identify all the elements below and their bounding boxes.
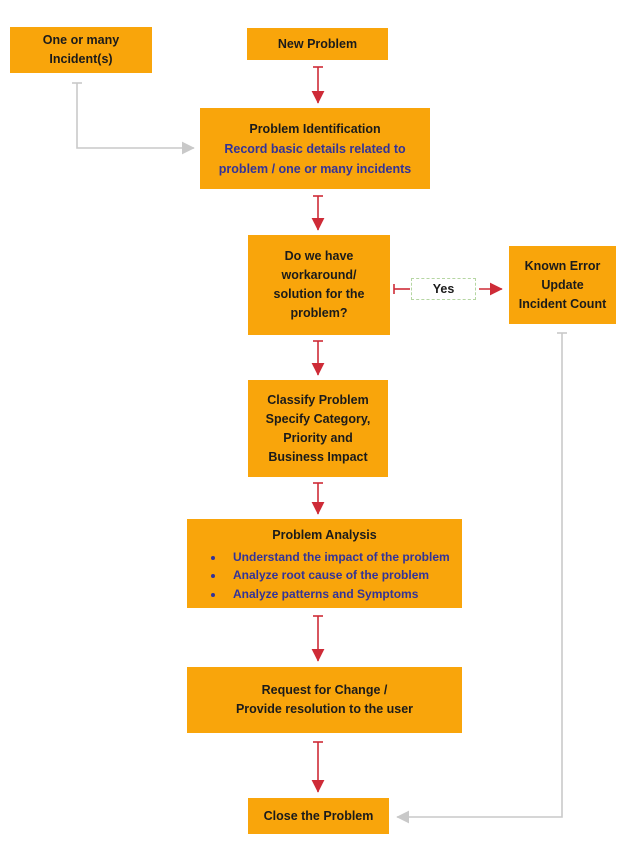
node-problem-analysis bbox=[187, 519, 462, 608]
analysis-bullet: • Analyze patterns and Symptoms bbox=[225, 585, 462, 604]
node-text-line: Business Impact bbox=[268, 449, 368, 464]
node-text-line: Incident Count bbox=[518, 296, 607, 311]
node-new-problem bbox=[247, 28, 388, 60]
yes-text: Yes bbox=[432, 282, 455, 296]
node-text-line: solution for the bbox=[273, 287, 365, 301]
node-workaround-decision bbox=[248, 235, 390, 335]
node-text-line: problem? bbox=[290, 306, 348, 320]
node-text-line: One or many bbox=[42, 33, 120, 47]
node-text-line: Priority and bbox=[283, 430, 353, 445]
node-text-line: Request for Change / bbox=[261, 683, 388, 697]
node-text-line: Provide resolution to the user bbox=[235, 702, 414, 716]
node-text-line: Update bbox=[541, 277, 584, 292]
node-title: Problem Analysis bbox=[272, 527, 377, 542]
node-text-line: Close the Problem bbox=[263, 808, 374, 823]
node-text-line: Incident(s) bbox=[49, 52, 113, 66]
node-text-line: Do we have bbox=[284, 249, 354, 263]
analysis-bullet: • Analyze root cause of the problem bbox=[225, 566, 462, 585]
node-text-line: New Problem bbox=[277, 36, 358, 51]
analysis-bullet-list bbox=[187, 548, 462, 604]
arrow-incidents-to-identification bbox=[77, 83, 194, 148]
node-classify-problem bbox=[248, 380, 388, 477]
node-request-for-change bbox=[187, 667, 462, 733]
node-text-line: Specify Category, bbox=[265, 411, 371, 426]
node-close-problem bbox=[248, 798, 389, 834]
node-text-line: workaround/ bbox=[281, 268, 357, 282]
analysis-bullet: • Understand the impact of the problem bbox=[225, 548, 462, 567]
node-title: Problem Identification bbox=[249, 121, 381, 136]
node-problem-identification bbox=[200, 108, 430, 189]
node-known-error bbox=[509, 246, 616, 324]
node-one-or-many-incidents bbox=[10, 27, 152, 73]
node-detail-line: problem / one or many incidents bbox=[218, 161, 412, 176]
node-text-line: Known Error bbox=[524, 258, 601, 273]
node-detail-line: Record basic details related to bbox=[224, 141, 406, 156]
label-yes bbox=[411, 278, 476, 300]
node-text-line: Classify Problem bbox=[267, 392, 369, 407]
